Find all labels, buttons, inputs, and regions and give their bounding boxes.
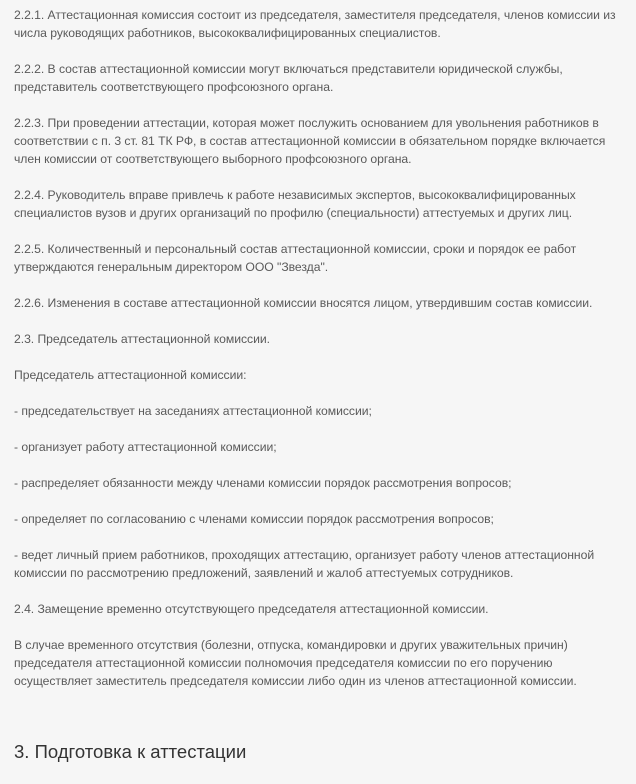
list-item-presides: - председательствует на заседаниях аттестационной комиссии; bbox=[14, 404, 372, 418]
paragraph-2-2-2: 2.2.2. В состав аттестационной комиссии могут включаться представители юридической службы, представитель соответствующего профсоюзного органа. bbox=[14, 62, 563, 94]
list-item-distributes: - распределяет обязанности между членами комиссии порядок рассмотрения вопросов; bbox=[14, 476, 512, 490]
paragraph-chairman-intro: Председатель аттестационной комиссии: bbox=[14, 368, 247, 382]
list-item-receives: - ведет личный прием работников, проходящих аттестацию, организует работу членов аттестационной комиссии по рассмотрению предложений, заявлений и жалоб аттестуемых сотрудников. bbox=[14, 548, 595, 580]
paragraph-2-3: 2.3. Председатель аттестационной комиссии. bbox=[14, 332, 270, 346]
paragraph-2-4: 2.4. Замещение временно отсутствующего председателя аттестационной комиссии. bbox=[14, 602, 489, 616]
section-heading: 3. Подготовка к аттестации bbox=[14, 741, 247, 762]
paragraph-2-2-1: 2.2.1. Аттестационная комиссия состоит из председателя, заместителя председателя, членов комиссии из числа руководящих работников, высококвалифицированных специалистов. bbox=[14, 8, 616, 40]
list-item-determines: - определяет по согласованию с членами комиссии порядок рассмотрения вопросов; bbox=[14, 512, 494, 526]
list-item-organizes: - организует работу аттестационной комиссии; bbox=[14, 440, 277, 454]
paragraph-temporary-absence: В случае временного отсутствия (болезни, отпуска, командировки и других уважительных причин) председателя аттестационной комиссии полномочия председателя комиссии по его поручению осуществляет заместитель председателя комиссии либо один из членов аттестационной комиссии. bbox=[14, 638, 577, 688]
paragraph-2-2-6: 2.2.6. Изменения в составе аттестационной комиссии вносятся лицом, утвердившим состав комиссии. bbox=[14, 296, 593, 310]
paragraph-2-2-3: 2.2.3. При проведении аттестации, которая может послужить основанием для увольнения работников в соответствии с п. 3 ст. 81 ТК РФ, в состав аттестационной комиссии в обязательном порядке включается член комиссии от соответствующего выборного профсоюзного органа. bbox=[14, 116, 606, 166]
paragraph-2-2-4: 2.2.4. Руководитель вправе привлечь к работе независимых экспертов, высококвалифицированных специалистов вузов и других организаций по профилю (специальности) аттестуемых и других лиц. bbox=[14, 188, 576, 220]
paragraph-2-2-5: 2.2.5. Количественный и персональный состав аттестационной комиссии, сроки и порядок ее работ утверждаются генеральным директором ООО "Звезда". bbox=[14, 242, 577, 274]
